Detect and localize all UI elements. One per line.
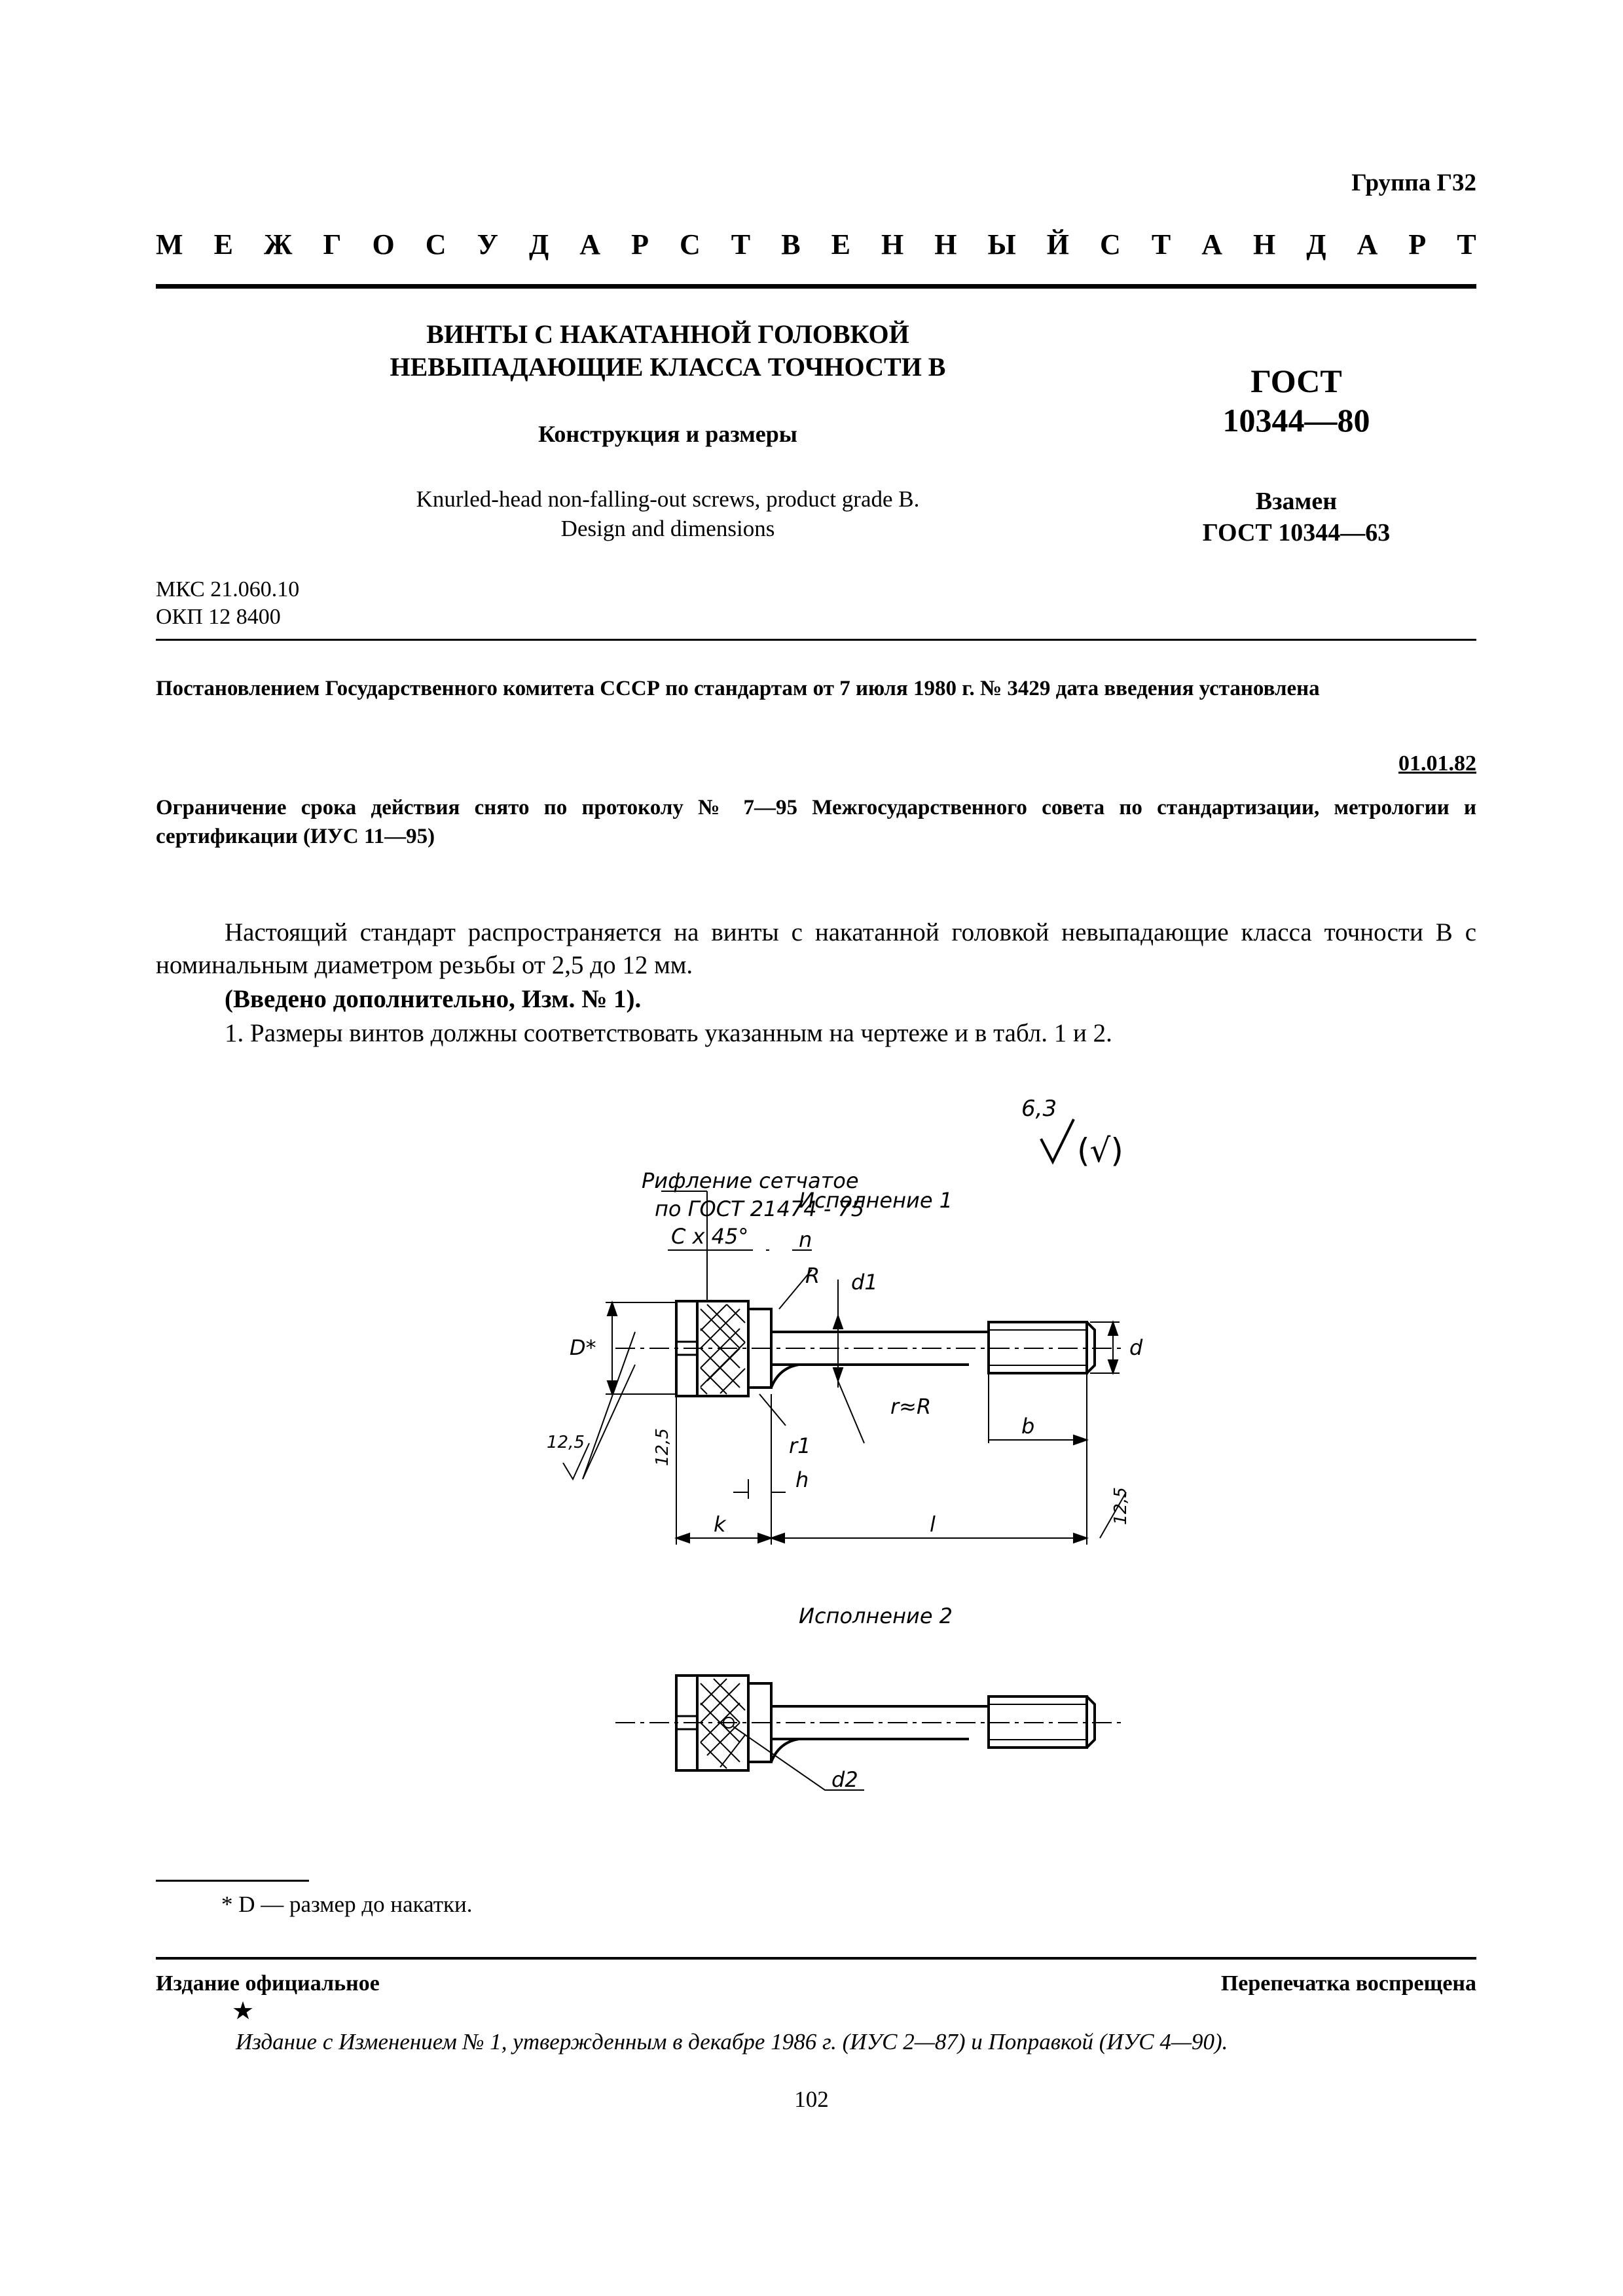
heading-letter: С [679, 228, 701, 260]
footnote: * D — размер до накатки. [221, 1892, 473, 1917]
heading-letter: Е [831, 228, 850, 260]
heading-letter: Н [1253, 228, 1276, 260]
dim-h: h [795, 1467, 809, 1492]
footer-rule [156, 1957, 1476, 1960]
dim-R: R [805, 1263, 820, 1288]
document-title [288, 318, 1048, 384]
heading-letter: В [781, 228, 801, 260]
knurl-label-1: Рифление сетчатое [642, 1168, 859, 1193]
roughness-paren: (√) [1077, 1132, 1123, 1170]
roughness-12-5-a: 12,5 [547, 1433, 585, 1452]
decree-text: Постановлением Государственного комитета СССР по стандартам от 7 июля 1980 г. № 3429 дата введения установлена [156, 677, 1320, 700]
dim-r1: r1 [789, 1433, 811, 1458]
gost-label: ГОСТ [1250, 363, 1342, 399]
footnote-rule [156, 1880, 309, 1882]
edition-changes: Издание с Изменением № 1, утвержденным в декабре 1986 г. (ИУС 2—87) и Поправкой (ИУС 4—90). [236, 2029, 1228, 2054]
heading-letter: Ы [987, 228, 1016, 260]
heading-letter: М [156, 228, 183, 260]
page-number: 102 [794, 2087, 829, 2112]
edition-label: Издание официальное [156, 1971, 380, 1996]
heading-letter: Р [1408, 228, 1427, 260]
variant-2-screw [615, 1676, 1126, 1790]
dim-b: b [1021, 1414, 1035, 1439]
heading-letter: А [1357, 228, 1378, 260]
mks-code: МКС 21.060.10 [156, 577, 300, 601]
english-title-line-1: Knurled-head non-falling-out screws, product grade B. [416, 486, 920, 512]
english-title [288, 484, 1048, 543]
heading-letter: Г [323, 228, 342, 260]
roughness-12-5-c: 12,5 [1111, 1487, 1131, 1525]
english-title-line-2: Design and dimensions [560, 516, 775, 541]
reprint-notice: Перепечатка воспрещена [1220, 1971, 1476, 1996]
heading-letter: Н [881, 228, 904, 260]
variant-2-label: Исполнение 2 [799, 1604, 953, 1628]
dim-k: k [714, 1512, 726, 1537]
screw-drawing [432, 1086, 1192, 1833]
intro-date: 01.01.82 [1398, 751, 1476, 776]
variant-1-label: Исполнение 1 [799, 1188, 953, 1213]
knurl-hatch [701, 1304, 745, 1394]
dim-n: n [799, 1227, 812, 1252]
heading-letter: А [579, 228, 601, 260]
dim-l: l [930, 1512, 936, 1537]
heading-letter: Т [1457, 228, 1476, 260]
classification-codes [156, 576, 299, 631]
heading-letter: Й [1046, 228, 1069, 260]
header-rule [156, 284, 1476, 289]
gost-number-block [1159, 361, 1434, 440]
dim-r-eq: r≈R [890, 1394, 932, 1419]
roughness-top-value: 6,3 [1021, 1096, 1057, 1122]
roughness-symbol [1021, 1096, 1123, 1170]
replaces-standard: ГОСТ 10344—63 [1202, 519, 1391, 547]
okp-code: ОКП 12 8400 [156, 605, 281, 629]
title-line-1: ВИНТЫ С НАКАТАННОЙ ГОЛОВКОЙ [426, 319, 909, 349]
dim-d1: d1 [851, 1270, 878, 1295]
heading-letter: Д [1306, 228, 1326, 260]
roughness-12-5-b: 12,5 [653, 1428, 672, 1466]
heading-letter: С [425, 228, 447, 260]
heading-letter: О [372, 228, 395, 260]
heading-letter: А [1201, 228, 1222, 260]
variant-1-screw [615, 1301, 1126, 1396]
heading-letter: Т [731, 228, 751, 260]
knurl-label-2: по ГОСТ 21474 - 75 [655, 1196, 865, 1221]
dim-d2: d2 [831, 1767, 858, 1792]
limitation-text: Ограничение срока действия снято по протоколу № 7—95 Межгосударственного совета по стандартизации, метрологии и сертификации (ИУС 11—95) [156, 796, 1476, 848]
heading-letter: С [1100, 228, 1121, 260]
title-line-2: НЕВЫПАДАЮЩИЕ КЛАССА ТОЧНОСТИ В [390, 352, 946, 382]
heading-letter: Т [1151, 228, 1171, 260]
scope-paragraph: Настоящий стандарт распространяется на винты с накатанной головкой невыпадающие класса точности В с номинальным диаметром резьбы от 2,5 до 12 мм. [156, 918, 1476, 979]
standard-type-heading [156, 228, 1476, 261]
replaces-label: Взамен [1255, 488, 1338, 515]
group-code: Группа Г32 [1351, 170, 1476, 196]
replaces-block [1159, 486, 1434, 548]
star-mark: ★ [232, 1998, 255, 2025]
gost-number: 10344—80 [1222, 402, 1370, 439]
heading-letter: Н [934, 228, 957, 260]
codes-rule [156, 639, 1476, 641]
heading-letter: Ж [263, 228, 293, 260]
amendment-note: (Введено дополнительно, Изм. № 1). [225, 985, 642, 1013]
dim-d: d [1129, 1335, 1143, 1360]
heading-letter: Е [213, 228, 233, 260]
heading-letter: У [477, 228, 498, 260]
document-subtitle: Конструкция и размеры [538, 421, 797, 447]
heading-letter: Д [528, 228, 549, 260]
clause-1: 1. Размеры винтов должны соответствовать указанным на чертеже и в табл. 1 и 2. [225, 1019, 1112, 1047]
chamfer-label: C x 45° [671, 1224, 749, 1249]
dim-D: D* [570, 1335, 596, 1360]
heading-letter: Р [631, 228, 649, 260]
